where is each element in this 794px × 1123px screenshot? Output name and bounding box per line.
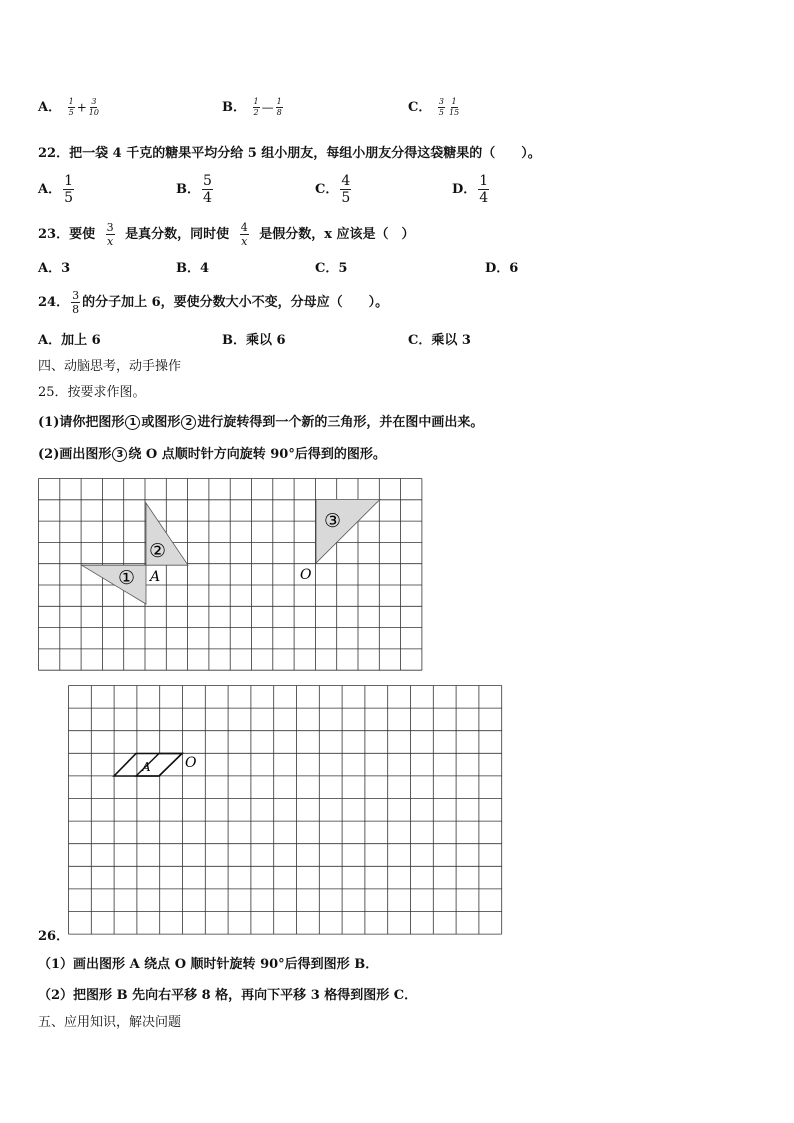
fraction: $\frac{3}{10}$ bbox=[88, 97, 99, 117]
q23-option-c: C．5 bbox=[315, 261, 348, 276]
q25-instruction-1: (1)请你把图形 1 或图形 2 进行旋转得到一个新的三角形，并在图中画出来。 bbox=[38, 415, 484, 430]
fraction: $\frac{1}{5}$ bbox=[68, 97, 74, 117]
fraction: $\frac{3}{5}$ bbox=[438, 97, 444, 117]
fraction: $\frac{3}{x}$ bbox=[106, 221, 114, 248]
q24-option-b: B．乘以 6 bbox=[222, 333, 286, 348]
q24-option-a: A．加上 6 bbox=[38, 333, 101, 348]
q21-option-c bbox=[408, 98, 461, 117]
q26-grid-figure bbox=[68, 685, 503, 941]
label-point-o: O bbox=[300, 567, 312, 583]
fraction: $\frac{1}{2}$ bbox=[253, 97, 259, 117]
circled-number-3: 3 bbox=[112, 447, 127, 462]
fraction: $\frac{4}{5}$ bbox=[341, 173, 351, 206]
fraction: $\frac{1}{15}$ bbox=[448, 97, 460, 117]
option-label: C． bbox=[408, 100, 432, 115]
q22-option-d: D． $\frac{1}{4}$ bbox=[452, 173, 489, 206]
q25-title: 25．按要求作图。 bbox=[38, 385, 146, 400]
option-label: B． bbox=[222, 100, 246, 115]
q26-number: 26． bbox=[38, 929, 70, 944]
fraction: $\frac{3}{8}$ bbox=[72, 289, 80, 316]
fraction: $\frac{4}{x}$ bbox=[240, 221, 248, 248]
q23-option-d: D．6 bbox=[485, 261, 519, 276]
q25-instruction-2: (2)画出图形 3 绕 O 点顺时针方向旋转 90°后得到的图形。 bbox=[38, 447, 386, 462]
fraction: $\frac{5}{4}$ bbox=[203, 173, 212, 206]
q21-option-a bbox=[38, 98, 101, 117]
q22-option-a: A． $\frac{1}{5}$ bbox=[38, 173, 74, 206]
q26-instruction-1: （1）画出图形 A 绕点 O 顺时针旋转 90°后得到图形 B． bbox=[38, 957, 379, 972]
q24-option-c: C．乘以 3 bbox=[408, 333, 471, 348]
fraction: $\frac{1}{8}$ bbox=[276, 97, 282, 117]
circled-number-2: 2 bbox=[181, 415, 196, 430]
fraction: $\frac{1}{5}$ bbox=[64, 173, 74, 206]
q23-option-a: A．3 bbox=[38, 261, 71, 276]
section-4-heading: 四、动脑思考，动手操作 bbox=[38, 359, 182, 374]
triangle-1 bbox=[82, 565, 146, 604]
section-5-heading: 五、应用知识，解决问题 bbox=[38, 1015, 182, 1030]
q22-option-b: B． $\frac{5}{4}$ bbox=[176, 173, 212, 206]
operator: — bbox=[261, 100, 274, 115]
q21-option-b bbox=[222, 98, 285, 117]
q22-option-c: C． $\frac{4}{5}$ bbox=[315, 173, 351, 206]
label-point-o: O bbox=[185, 755, 197, 771]
label-shape-2: ② bbox=[149, 540, 167, 562]
q23-option-b: B．4 bbox=[176, 261, 210, 276]
label-shape-3: ③ bbox=[324, 510, 342, 532]
label-shape-1: ① bbox=[118, 567, 136, 589]
q25-grid-figure bbox=[38, 478, 424, 672]
option-label: A． bbox=[38, 100, 62, 115]
circled-number-1: 1 bbox=[125, 415, 140, 430]
q23-stem: 23．要使 $\frac{3}{x}$ 是真分数，同时使 $\frac{4}{x}$ 是假分数，x 应该是（ ） bbox=[38, 221, 415, 248]
grid-lines bbox=[69, 686, 502, 935]
q24-stem: 24． $\frac{3}{8}$ 的分子加上 6，要使分数大小不变，分母应（ ）。 bbox=[38, 289, 389, 316]
label-shape-a: A bbox=[142, 760, 151, 774]
q26-instruction-2: （2）把图形 B 先向右平移 8 格，再向下平移 3 格得到图形 C． bbox=[38, 988, 418, 1003]
fraction: $\frac{1}{4}$ bbox=[479, 173, 489, 206]
operator: + bbox=[76, 100, 87, 115]
label-point-a: A bbox=[150, 569, 161, 585]
q22-stem: 22．把一袋 4 千克的糖果平均分给 5 组小朋友，每组小朋友分得这袋糖果的（ ）。 bbox=[38, 146, 541, 161]
